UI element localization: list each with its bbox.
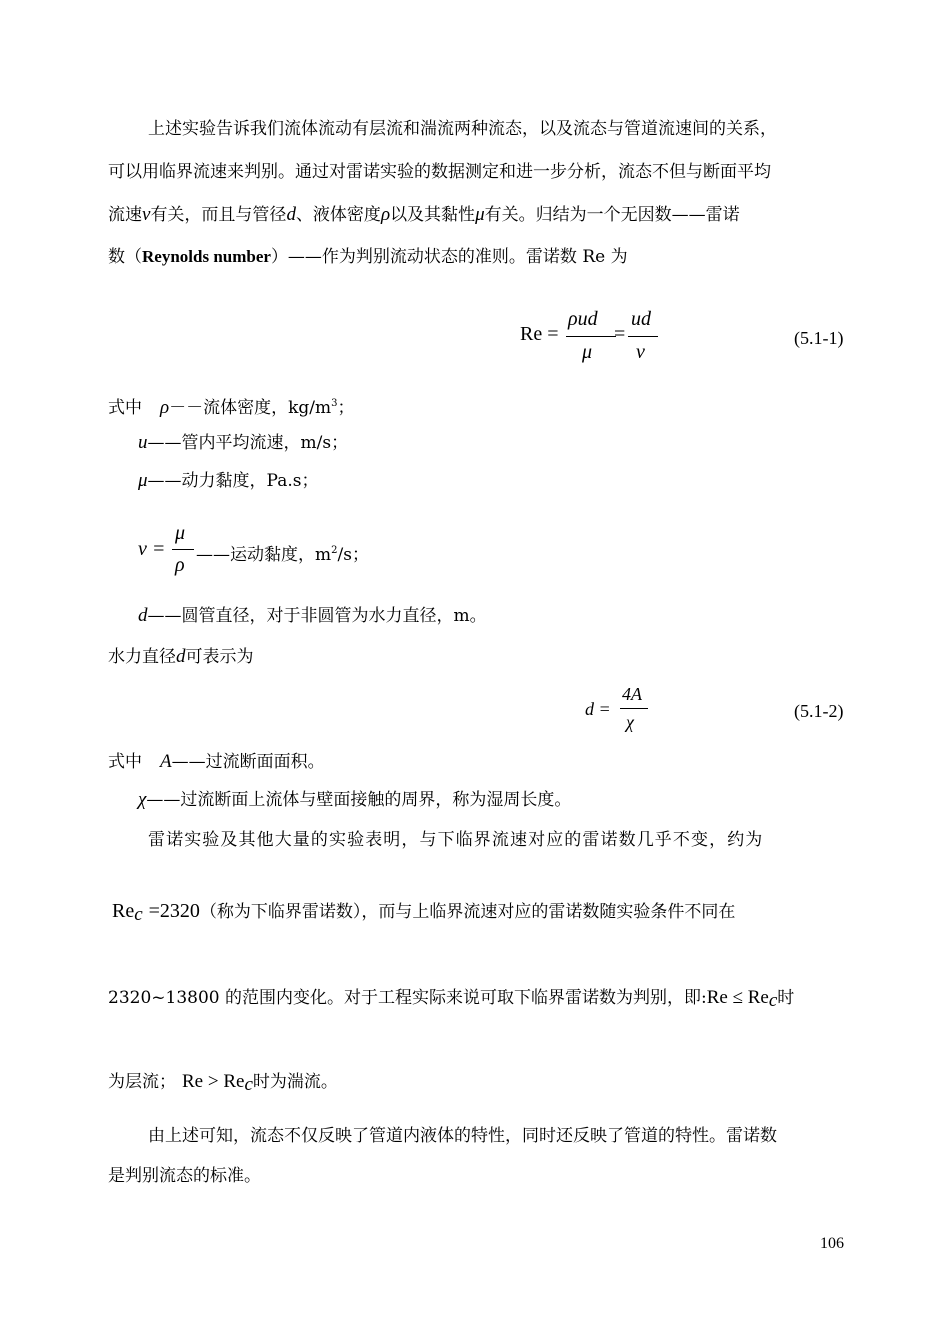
- eq2-fraction-bar: [620, 708, 648, 709]
- nu-denominator: ρ: [175, 554, 185, 576]
- eq2-numerator: 4A: [622, 684, 642, 704]
- paragraph1-line1: 上述实验告诉我们流体流动有层流和湍流两种流态，以及流态与管道流速间的关系，: [148, 119, 777, 139]
- eq1-fraction1: [566, 308, 616, 368]
- eq1-tag: (5.1-1): [794, 328, 844, 348]
- density-symbol: ρ: [380, 204, 391, 225]
- def-area: 式中 A——过流断面面积。: [108, 751, 325, 772]
- eq1-fraction-bar1: [566, 336, 616, 337]
- nu-lhs: ν =: [138, 538, 166, 560]
- eq2-denominator: χ: [626, 712, 634, 732]
- eq1-numerator2: ud: [631, 308, 651, 330]
- paragraph3-line1: 由上述可知，流态不仅反映了管道内液体的特性，同时还反映了管道的特性。雷诺数: [148, 1126, 777, 1146]
- viscosity-symbol: μ: [475, 204, 485, 225]
- paragraph2-line3: 2320~13800 的范围内变化。对于工程实际来说可取下临界雷诺数为判别，即:Re ≤ $Re_c$时: [108, 987, 795, 1011]
- eq1-fraction2: [628, 308, 658, 368]
- eq2-tag: (5.1-2): [794, 701, 844, 721]
- eq1-lhs: Re =: [520, 323, 559, 345]
- reynolds-number-term: Reynolds number: [142, 247, 271, 266]
- paragraph1-line3: 流速v有关，而且与管径d、液体密度ρ以及其黏性μ有关。归结为一个无因数——雷诺: [108, 204, 740, 225]
- paragraph1-line2: 可以用临界流速来判别。通过对雷诺实验的数据测定和进一步分析，流态不但与断面平均: [108, 162, 771, 182]
- eq1-numerator1: ρud: [568, 308, 598, 330]
- eq1-fraction-bar2: [628, 336, 658, 337]
- page-number: 106: [820, 1235, 844, 1252]
- eq1-equals: =: [614, 323, 626, 345]
- paragraph2-line1: 雷诺实验及其他大量的实验表明，与下临界流速对应的雷诺数几乎不变，约为: [148, 830, 764, 850]
- def-wetted-perimeter: χ——过流断面上流体与壁面接触的周界，称为湿周长度。: [138, 789, 572, 810]
- diameter-symbol: d: [286, 204, 296, 225]
- hydraulic-diameter-line: 水力直径d可表示为: [108, 646, 254, 667]
- velocity-symbol: v: [142, 204, 151, 225]
- eq1-denominator2: ν: [636, 341, 645, 363]
- eq2-lhs: d =: [585, 699, 611, 719]
- eq2-fraction: [620, 684, 648, 736]
- def-velocity: u——管内平均流速，m/s；: [138, 432, 349, 453]
- def-density: 式中 ρ－－流体密度，$kg/m^3$；: [108, 397, 355, 418]
- nu-fraction-bar: [172, 549, 194, 550]
- paragraph1-line4: 数（Reynolds number）——作为判别流动状态的准则。雷诺数 Re 为: [108, 247, 628, 267]
- nu-fraction: [172, 522, 194, 580]
- paragraph2-line4: 为层流； $Re > Re_c$时为湍流。: [108, 1071, 338, 1095]
- nu-numerator: μ: [175, 522, 186, 544]
- nu-text: ——运动黏度，$m^2/s$；: [196, 545, 369, 565]
- def-diameter: d——圆管直径，对于非圆管为水力直径，m。: [138, 605, 487, 626]
- paragraph3-line2: 是判别流态的标准。: [108, 1166, 261, 1186]
- paragraph2-line2: $Re_c =2320$（称为下临界雷诺数），而与上临界流速对应的雷诺数随实验条件不同在: [112, 900, 736, 925]
- eq1-denominator1: μ: [582, 341, 593, 363]
- def-dynamic-viscosity: μ——动力黏度，Pa.s；: [138, 470, 319, 491]
